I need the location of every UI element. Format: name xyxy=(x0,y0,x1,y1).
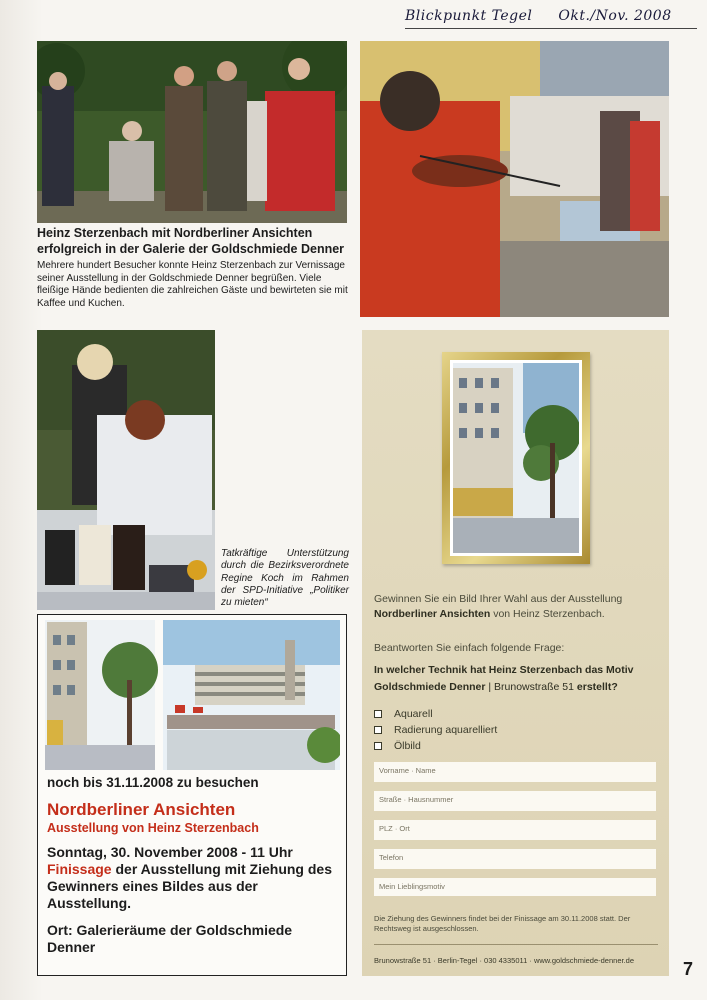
option-radierung[interactable] xyxy=(374,722,574,738)
photo-helpers xyxy=(37,330,215,610)
checkbox-aquarell[interactable] xyxy=(374,710,382,718)
finissage-description: der Ausstellung mit Ziehung des Gewinners eines Bildes aus der Ausstellung. xyxy=(47,861,332,911)
finissage-label: Finissage xyxy=(47,861,112,877)
contest-intro xyxy=(374,592,659,622)
contest-intro-text: Gewinnen Sie ein Bild Ihrer Wahl aus der Ausstellung xyxy=(374,593,623,605)
article-headline: Heinz Sterzenbach mit Nordberliner Ansichten erfolgreich in der Galerie der Goldschmiede Denner xyxy=(37,226,345,256)
finissage-date: Sonntag, 30. November 2008 - 11 Uhr xyxy=(47,844,293,860)
framed-painting xyxy=(442,352,590,564)
option-aquarell[interactable] xyxy=(374,706,574,722)
exhibition-announcement xyxy=(37,614,347,976)
contest-question-address: | Brunowstraße 51 xyxy=(485,681,577,693)
contest-question-motif: Goldschmiede Denner xyxy=(374,681,486,693)
page-number: 7 xyxy=(683,959,694,979)
article-intro xyxy=(37,225,349,310)
photo-caption: Tatkräftige Unterstützung durch die Bezirksverordnete Regine Koch im Rahmen der SPD-Initiative „Politiker zu mieten“ xyxy=(221,548,349,609)
shop-contact-footer: Brunowstraße 51 · Berlin-Tegel · 030 4335011 · www.goldschmiede-denner.de xyxy=(374,956,635,965)
announcement-paintings xyxy=(45,620,340,770)
paintings-illustration xyxy=(45,620,340,770)
contest-question xyxy=(374,662,664,696)
article-body: Mehrere hundert Besucher konnte Heinz Sterzenbach zur Vernissage seiner Ausstellung in der Goldschmiede Denner begrüßen. Viele fleißige Hände bedienten die zahlreichen Gäste und bewirteten sie mit Kaffee und Kuchen. xyxy=(37,260,348,309)
contest-question-end: erstellt? xyxy=(576,681,618,693)
exhibition-subtitle: Ausstellung von Heinz Sterzenbach xyxy=(47,821,259,835)
answer-options xyxy=(374,706,574,754)
publication-name: Blickpunkt Tegel xyxy=(405,8,533,24)
option-label: Radierung aquarelliert xyxy=(394,724,498,736)
phone-field[interactable]: Telefon xyxy=(374,849,656,869)
finissage-info xyxy=(47,844,337,912)
contest-intro-tail: von Heinz Sterzenbach. xyxy=(490,608,605,620)
contest-exhibition-name: Nordberliner Ansichten xyxy=(374,608,491,620)
favorite-motif-field[interactable]: Mein Lieblingsmotiv xyxy=(374,878,656,896)
contest-prompt: Beantworten Sie einfach folgende Frage: xyxy=(374,642,565,654)
option-label: Ölbild xyxy=(394,740,421,752)
option-label: Aquarell xyxy=(394,708,433,720)
checkbox-radierung[interactable] xyxy=(374,726,382,734)
option-oelbild[interactable] xyxy=(374,738,574,754)
name-field[interactable]: Vorname · Name xyxy=(374,762,656,782)
exhibition-title: Nordberliner Ansichten xyxy=(47,800,236,819)
checkbox-oelbild[interactable] xyxy=(374,742,382,750)
photo-visitors xyxy=(37,41,347,223)
footer-divider xyxy=(374,944,658,945)
exhibition-date-line: noch bis 31.11.2008 zu besuchen xyxy=(47,775,259,790)
postal-city-field[interactable]: PLZ · Ort xyxy=(374,820,656,840)
contest-panel xyxy=(362,330,669,976)
photo-violinist xyxy=(360,41,669,317)
painting-street-scene xyxy=(453,363,579,553)
exhibition-location: Ort: Galerieräume der Goldschmiede Denner xyxy=(47,922,293,955)
issue-date: Okt./Nov. 2008 xyxy=(558,8,672,24)
street-field[interactable]: Straße · Hausnummer xyxy=(374,791,656,811)
header-underline xyxy=(405,28,697,29)
contest-question-line1: In welcher Technik hat Heinz Sterzenbach das Motiv xyxy=(374,664,634,676)
contest-legal-note: Die Ziehung des Gewinners findet bei der Finissage am 30.11.2008 statt. Der Rechtsweg ist ausgeschlossen. xyxy=(374,914,631,933)
